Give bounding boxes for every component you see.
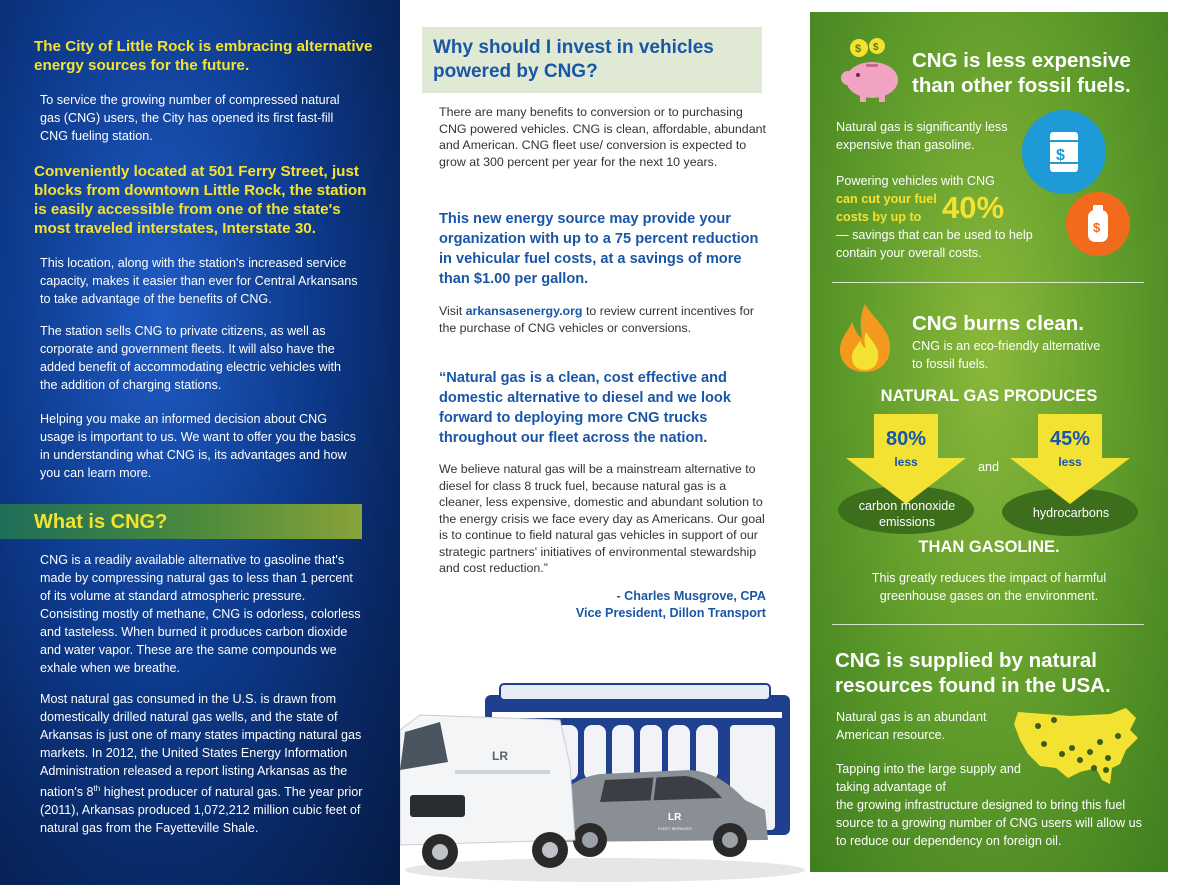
svg-text:$: $ bbox=[855, 43, 862, 55]
helping-paragraph: Helping you make an informed decision about CNG usage is important to us. We want to offer you the basics in understanding what CNG is, its advantages and how you can learn more. bbox=[40, 412, 356, 480]
burns-clean-title: CNG burns clean. bbox=[912, 312, 1085, 335]
van-logo: LR bbox=[492, 749, 508, 763]
less-expensive-paragraph: Natural gas is significantly less expensive than gasoline. bbox=[836, 120, 1008, 152]
usa-map-icon bbox=[1010, 702, 1145, 790]
cut-costs-highlight: can cut your fuel costs by up to bbox=[836, 192, 937, 224]
abundant-paragraph: Natural gas is an abundant American resource. bbox=[836, 710, 987, 742]
benefits-paragraph: There are many benefits to conversion or to purchasing CNG powered vehicles. CNG is clean, affordable, abundant and American. CNG fleet use/ conversion is expected to grow at 300 percent per year for the next 10 years. bbox=[439, 105, 766, 169]
left-panel bbox=[0, 0, 400, 885]
flame-icon bbox=[834, 302, 896, 374]
what-is-cng-title: What is CNG? bbox=[34, 511, 168, 533]
infrastructure-paragraph: the growing infrastructure designed to bring this fuel source to a growing number of CNG users will allow us to reduce our dependency on foreign oil. bbox=[836, 798, 1142, 848]
than-gasoline: THAN GASOLINE. bbox=[918, 538, 1060, 556]
greenhouse-paragraph: This greatly reduces the impact of harmful greenhouse gases on the environment. bbox=[871, 571, 1107, 603]
location-heading: Conveniently located at 501 Ferry Street, just blocks from downtown Little Rock, the station is easily accessible from one of the state's most traveled interstates, Interstate 30. bbox=[34, 163, 367, 237]
believe-paragraph: We believe natural gas will be a mainstream alternative to diesel for class 8 truck fuel, because natural gas is a cleaner, less expensive, domestic and abundant solution to the energy crisis we face every day as Americans. Our goal is to continue to field natural gas vehicles in support of our strategic partners' initiatives of environmental stewardship and cost reduction.” bbox=[439, 462, 765, 575]
what-is-cng-paragraph: CNG is a readily available alternative to gasoline that's made by compressing natural gas to less than 1 percent of its volume at standard atmospheric pressure. Consisting mostly of methane, CNG is odorless, colorless and tasteless. When burned it produces carbon dioxide and water vapor. These are the same compounds we exhale when we breathe. bbox=[40, 553, 361, 675]
piggy-bank-icon bbox=[834, 38, 906, 104]
arkansasenergy-link[interactable]: arkansasenergy.org bbox=[465, 304, 583, 318]
middle-panel bbox=[400, 0, 810, 885]
tapping-paragraph: Tapping into the large supply and taking advantage of bbox=[836, 762, 1021, 794]
svg-text:$: $ bbox=[1056, 147, 1065, 164]
arrow1-less: less bbox=[894, 455, 918, 469]
intro-paragraph: To service the growing number of compressed natural gas (CNG) users, the City has opened its first fast-fill CNG fueling station. bbox=[40, 93, 340, 143]
cost-reduction-highlight: This new energy source may provide your organization with up to a 75 percent reduction in vehicular fuel costs, at a savings of more than $1.00 per gallon. bbox=[439, 211, 759, 287]
location-paragraph: This location, along with the station's increased service capacity, makes it easier than ever for Central Arkansans to take advantage of the benefits of CNG. bbox=[40, 256, 358, 306]
fleet-vehicles-image bbox=[400, 670, 810, 885]
savings-paragraph: — savings that can be used to help contain your overall costs. bbox=[836, 228, 1033, 260]
divider bbox=[832, 282, 1144, 283]
propane-tank-icon bbox=[1066, 192, 1130, 256]
cut-costs-paragraph: Powering vehicles with CNG bbox=[836, 174, 995, 188]
signature-title: Vice President, Dillon Transport bbox=[575, 606, 766, 620]
forty-percent: 40% bbox=[942, 190, 1005, 225]
arrow1-percent: 80% bbox=[885, 428, 927, 450]
right-panel bbox=[810, 12, 1168, 872]
divider bbox=[832, 624, 1144, 625]
musgrove-quote: “Natural gas is a clean, cost effective and domestic alternative to diesel and we look forward to deploying more CNG trucks throughout our fleet across the nation. bbox=[439, 370, 731, 446]
natural-gas-production-paragraph: Most natural gas consumed in the U.S. is drawn from domestically drilled natural gas wells, and the state of Arkansas is just one of many states impacting natural gas markets. In 2012, the United States Energy Information Administration released a report listing Arkansas as the nation's 8th highest producer of natural gas. The year prior (2011), Arkansas produced 1,072,212 million cubic feet of natural gas from the Fayetteville Shale. bbox=[40, 692, 363, 836]
less-expensive-title: CNG is less expensive than other fossil fuels. bbox=[912, 49, 1131, 97]
and-label: and bbox=[978, 460, 1000, 474]
carbon-monoxide-label: carbon monoxide emissions bbox=[858, 499, 956, 529]
intro-heading: The City of Little Rock is embracing alternative energy sources for the future. bbox=[34, 38, 373, 74]
arrow2-percent: 45% bbox=[1049, 428, 1091, 450]
middle-title: Why should I invest in vehicles powered by CNG? bbox=[433, 37, 714, 82]
visit-paragraph: Visit arkansasenergy.org to review current incentives for the purchase of CNG vehicles or conversions. bbox=[439, 304, 754, 335]
sells-paragraph: The station sells CNG to private citizens, as well as corporate and government fleets. It will also have the added benefit of accommodating electric vehicles with the addition of charging stations. bbox=[40, 324, 342, 392]
hydrocarbons-label: hydrocarbons bbox=[1032, 506, 1110, 520]
natural-gas-produces: NATURAL GAS PRODUCES bbox=[880, 387, 1098, 405]
signature-name: - Charles Musgrove, CPA bbox=[616, 589, 766, 603]
car-text: FLEET SERVICES bbox=[658, 826, 692, 831]
arrow2-less: less bbox=[1058, 455, 1082, 469]
svg-text:$: $ bbox=[873, 42, 879, 53]
white-van bbox=[400, 715, 575, 870]
burns-clean-paragraph: CNG is an eco-friendly alternative to fossil fuels. bbox=[912, 339, 1101, 371]
car-logo: LR bbox=[668, 812, 682, 823]
usa-title: CNG is supplied by natural resources found in the USA. bbox=[835, 649, 1111, 697]
svg-text:$: $ bbox=[1093, 220, 1101, 235]
